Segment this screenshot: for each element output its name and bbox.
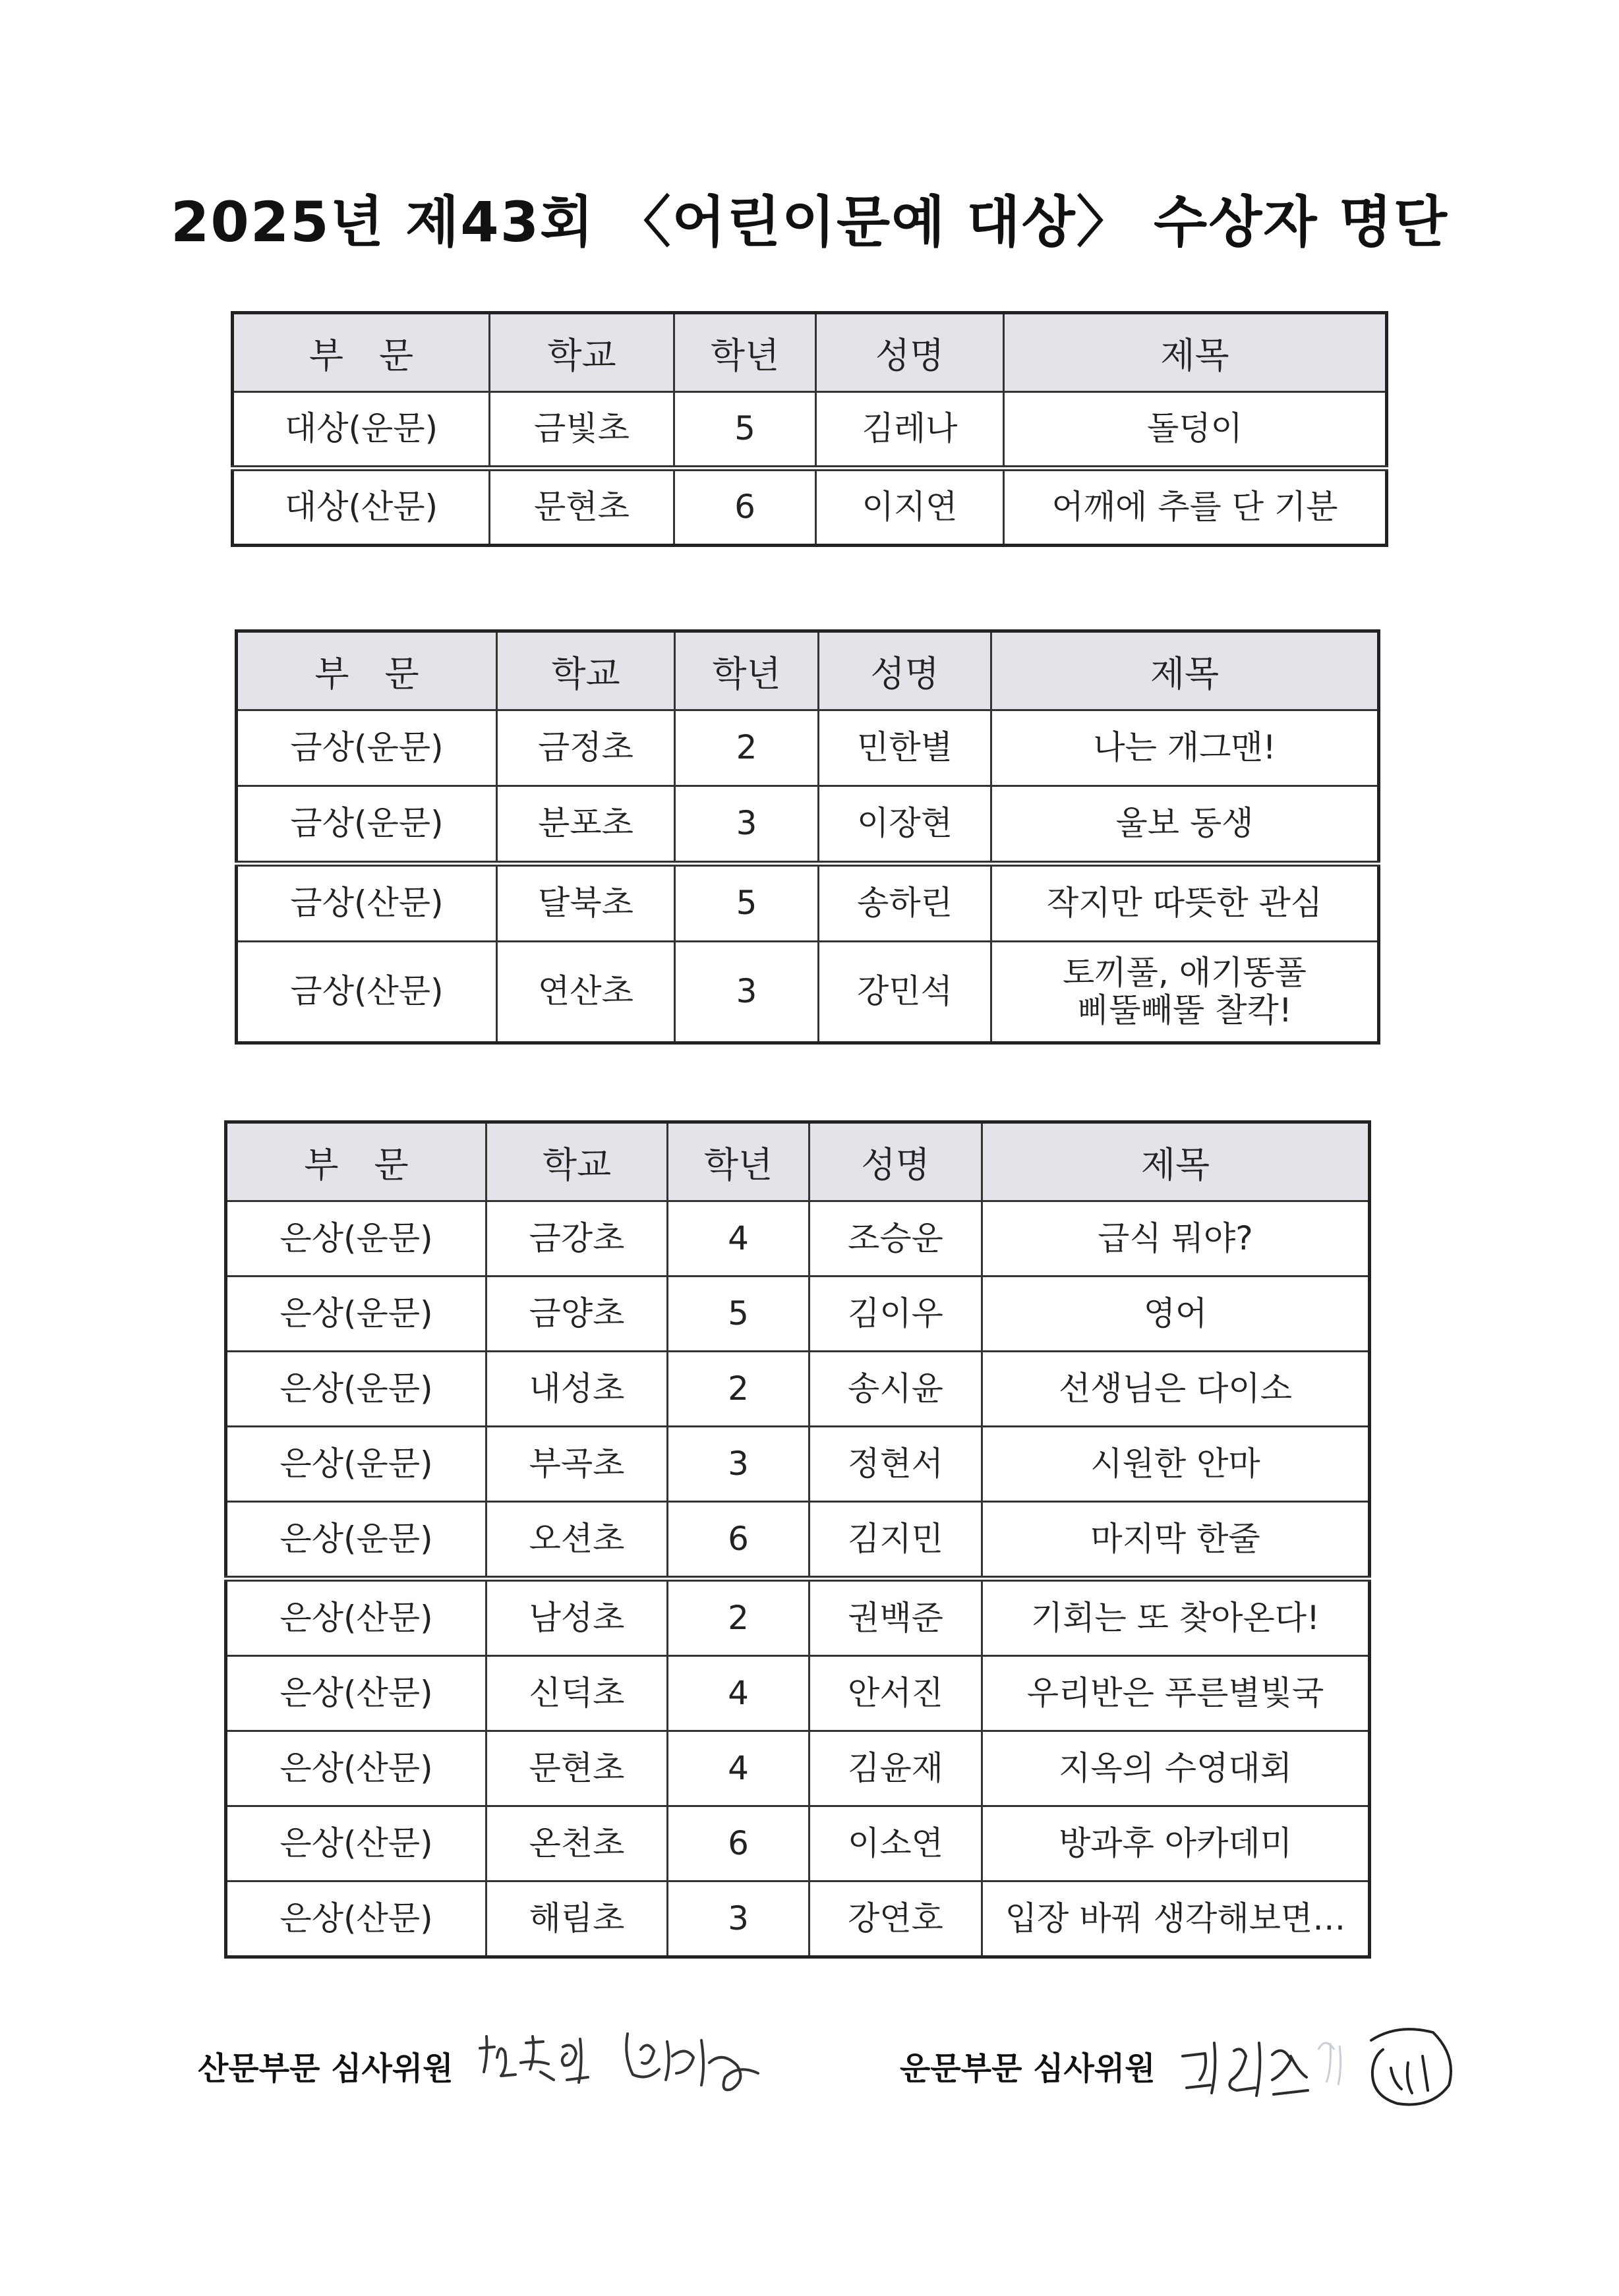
cell-school: 해림초 xyxy=(486,1881,668,1957)
cell-category: 은상(산문) xyxy=(226,1656,486,1731)
cell-name: 김윤재 xyxy=(810,1731,982,1806)
cell-category: 은상(산문) xyxy=(226,1806,486,1881)
column-header-category: 부 문 xyxy=(233,313,490,392)
cell-category: 금상(운문) xyxy=(237,710,497,786)
table-row xyxy=(226,1881,1370,1957)
column-header-category: 부 문 xyxy=(226,1122,486,1201)
cell-name: 민한별 xyxy=(819,710,991,786)
cell-school: 오션초 xyxy=(486,1502,668,1579)
column-header-grade: 학년 xyxy=(674,313,816,392)
table-header-row xyxy=(237,631,1379,710)
table-header-row xyxy=(233,313,1387,392)
cell-title: 선생님은 다이소 xyxy=(982,1352,1370,1427)
table-row xyxy=(226,1427,1370,1502)
cell-category: 금상(산문) xyxy=(237,942,497,1043)
column-header-name: 성명 xyxy=(810,1122,982,1201)
cell-category: 금상(산문) xyxy=(237,864,497,942)
cell-title-line-2: 삐뚤빼뚤 찰칵! xyxy=(1077,991,1292,1029)
column-header-title: 제목 xyxy=(982,1122,1370,1201)
cell-school: 달북초 xyxy=(497,864,675,942)
cell-name: 강민석 xyxy=(819,942,991,1043)
document-title: 2025년 제43회 〈어린이문예 대상〉 수상자 명단 xyxy=(170,190,1449,254)
cell-category: 대상(산문) xyxy=(233,469,490,546)
cell-school: 온천초 xyxy=(486,1806,668,1881)
cell-category: 은상(운문) xyxy=(226,1502,486,1579)
cell-title: 나는 개그맨! xyxy=(991,710,1379,786)
table-row xyxy=(226,1502,1370,1579)
table-row xyxy=(226,1656,1370,1731)
cell-title: 기회는 또 찾아온다! xyxy=(982,1579,1370,1656)
cell-grade: 5 xyxy=(675,864,819,942)
table-row xyxy=(226,1731,1370,1806)
cell-title: 방과후 아카데미 xyxy=(982,1806,1370,1881)
cell-grade: 4 xyxy=(668,1656,810,1731)
cell-title: 작지만 따뜻한 관심 xyxy=(991,864,1379,942)
cell-name: 강연호 xyxy=(810,1881,982,1957)
verse-judge-label: 운문부문 심사위원 xyxy=(900,2050,1156,2087)
verse-judge-signature xyxy=(1173,2017,1463,2115)
table-header-row xyxy=(226,1122,1370,1201)
table-row xyxy=(237,864,1379,942)
cell-category: 대상(운문) xyxy=(233,392,490,469)
cell-title: 지옥의 수영대회 xyxy=(982,1731,1370,1806)
cell-grade: 3 xyxy=(675,786,819,864)
cell-school: 내성초 xyxy=(486,1352,668,1427)
cell-title: 시원한 안마 xyxy=(982,1427,1370,1502)
table-row xyxy=(237,786,1379,864)
cell-school: 금빛초 xyxy=(490,392,674,469)
cell-grade: 4 xyxy=(668,1201,810,1277)
cell-school: 부곡초 xyxy=(486,1427,668,1502)
cell-grade: 3 xyxy=(668,1881,810,1957)
cell-title: 입장 바꿔 생각해보면… xyxy=(982,1881,1370,1957)
cell-grade: 4 xyxy=(668,1731,810,1806)
cell-school: 신덕초 xyxy=(486,1656,668,1731)
cell-category: 은상(운문) xyxy=(226,1352,486,1427)
cell-name: 이소연 xyxy=(810,1806,982,1881)
column-header-title: 제목 xyxy=(991,631,1379,710)
cell-category: 은상(운문) xyxy=(226,1201,486,1277)
cell-category: 은상(운문) xyxy=(226,1427,486,1502)
gold-prize-table xyxy=(235,629,1380,1045)
cell-grade: 3 xyxy=(675,942,819,1043)
column-header-grade: 학년 xyxy=(668,1122,810,1201)
grand-prize-table xyxy=(231,311,1388,547)
cell-category: 은상(산문) xyxy=(226,1881,486,1957)
cell-grade: 3 xyxy=(668,1427,810,1502)
cell-title: 급식 뭐야? xyxy=(982,1201,1370,1277)
cell-name: 김이우 xyxy=(810,1277,982,1352)
column-header-school: 학교 xyxy=(486,1122,668,1201)
column-header-name: 성명 xyxy=(816,313,1004,392)
cell-grade: 5 xyxy=(668,1277,810,1352)
cell-name: 김레나 xyxy=(816,392,1004,469)
cell-name: 이지연 xyxy=(816,469,1004,546)
cell-name: 조승운 xyxy=(810,1201,982,1277)
cell-title: 어깨에 추를 단 기분 xyxy=(1004,469,1387,546)
cell-name: 송하린 xyxy=(819,864,991,942)
cell-name: 이장현 xyxy=(819,786,991,864)
cell-title: 돌덩이 xyxy=(1004,392,1387,469)
cell-name: 김지민 xyxy=(810,1502,982,1579)
cell-school: 문현초 xyxy=(490,469,674,546)
cell-grade: 2 xyxy=(668,1579,810,1656)
cell-school: 연산초 xyxy=(497,942,675,1043)
cell-school: 금양초 xyxy=(486,1277,668,1352)
cell-name: 안서진 xyxy=(810,1656,982,1731)
prose-judge-signature xyxy=(475,2017,784,2102)
cell-school: 문현초 xyxy=(486,1731,668,1806)
column-header-school: 학교 xyxy=(497,631,675,710)
column-header-name: 성명 xyxy=(819,631,991,710)
cell-grade: 6 xyxy=(668,1502,810,1579)
column-header-title: 제목 xyxy=(1004,313,1387,392)
prose-judge-label: 산문부문 심사위원 xyxy=(198,2050,454,2087)
silver-prize-table xyxy=(224,1120,1371,1959)
cell-title: 울보 동생 xyxy=(991,786,1379,864)
cell-grade: 5 xyxy=(674,392,816,469)
cell-name: 송시윤 xyxy=(810,1352,982,1427)
cell-school: 금정초 xyxy=(497,710,675,786)
table-row xyxy=(226,1806,1370,1881)
cell-grade: 6 xyxy=(674,469,816,546)
column-header-category: 부 문 xyxy=(237,631,497,710)
cell-school: 남성초 xyxy=(486,1579,668,1656)
cell-category: 금상(운문) xyxy=(237,786,497,864)
cell-name: 권백준 xyxy=(810,1579,982,1656)
cell-title xyxy=(991,942,1379,1043)
cell-title: 우리반은 푸른별빛국 xyxy=(982,1656,1370,1731)
cell-school: 분포초 xyxy=(497,786,675,864)
cell-name: 정현서 xyxy=(810,1427,982,1502)
cell-grade: 6 xyxy=(668,1806,810,1881)
cell-grade: 2 xyxy=(668,1352,810,1427)
table-row xyxy=(233,469,1387,546)
cell-category: 은상(산문) xyxy=(226,1579,486,1656)
cell-grade: 2 xyxy=(675,710,819,786)
table-row xyxy=(226,1201,1370,1277)
cell-category: 은상(운문) xyxy=(226,1277,486,1352)
table-row xyxy=(226,1277,1370,1352)
column-header-school: 학교 xyxy=(490,313,674,392)
table-row xyxy=(226,1579,1370,1656)
table-row xyxy=(233,392,1387,469)
table-row xyxy=(226,1352,1370,1427)
column-header-grade: 학년 xyxy=(675,631,819,710)
cell-category: 은상(산문) xyxy=(226,1731,486,1806)
table-row xyxy=(237,710,1379,786)
cell-title-line-1: 토끼풀, 애기똥풀 xyxy=(1063,953,1307,992)
cell-title: 영어 xyxy=(982,1277,1370,1352)
cell-school: 금강초 xyxy=(486,1201,668,1277)
cell-title: 마지막 한줄 xyxy=(982,1502,1370,1579)
table-row xyxy=(237,942,1379,1043)
